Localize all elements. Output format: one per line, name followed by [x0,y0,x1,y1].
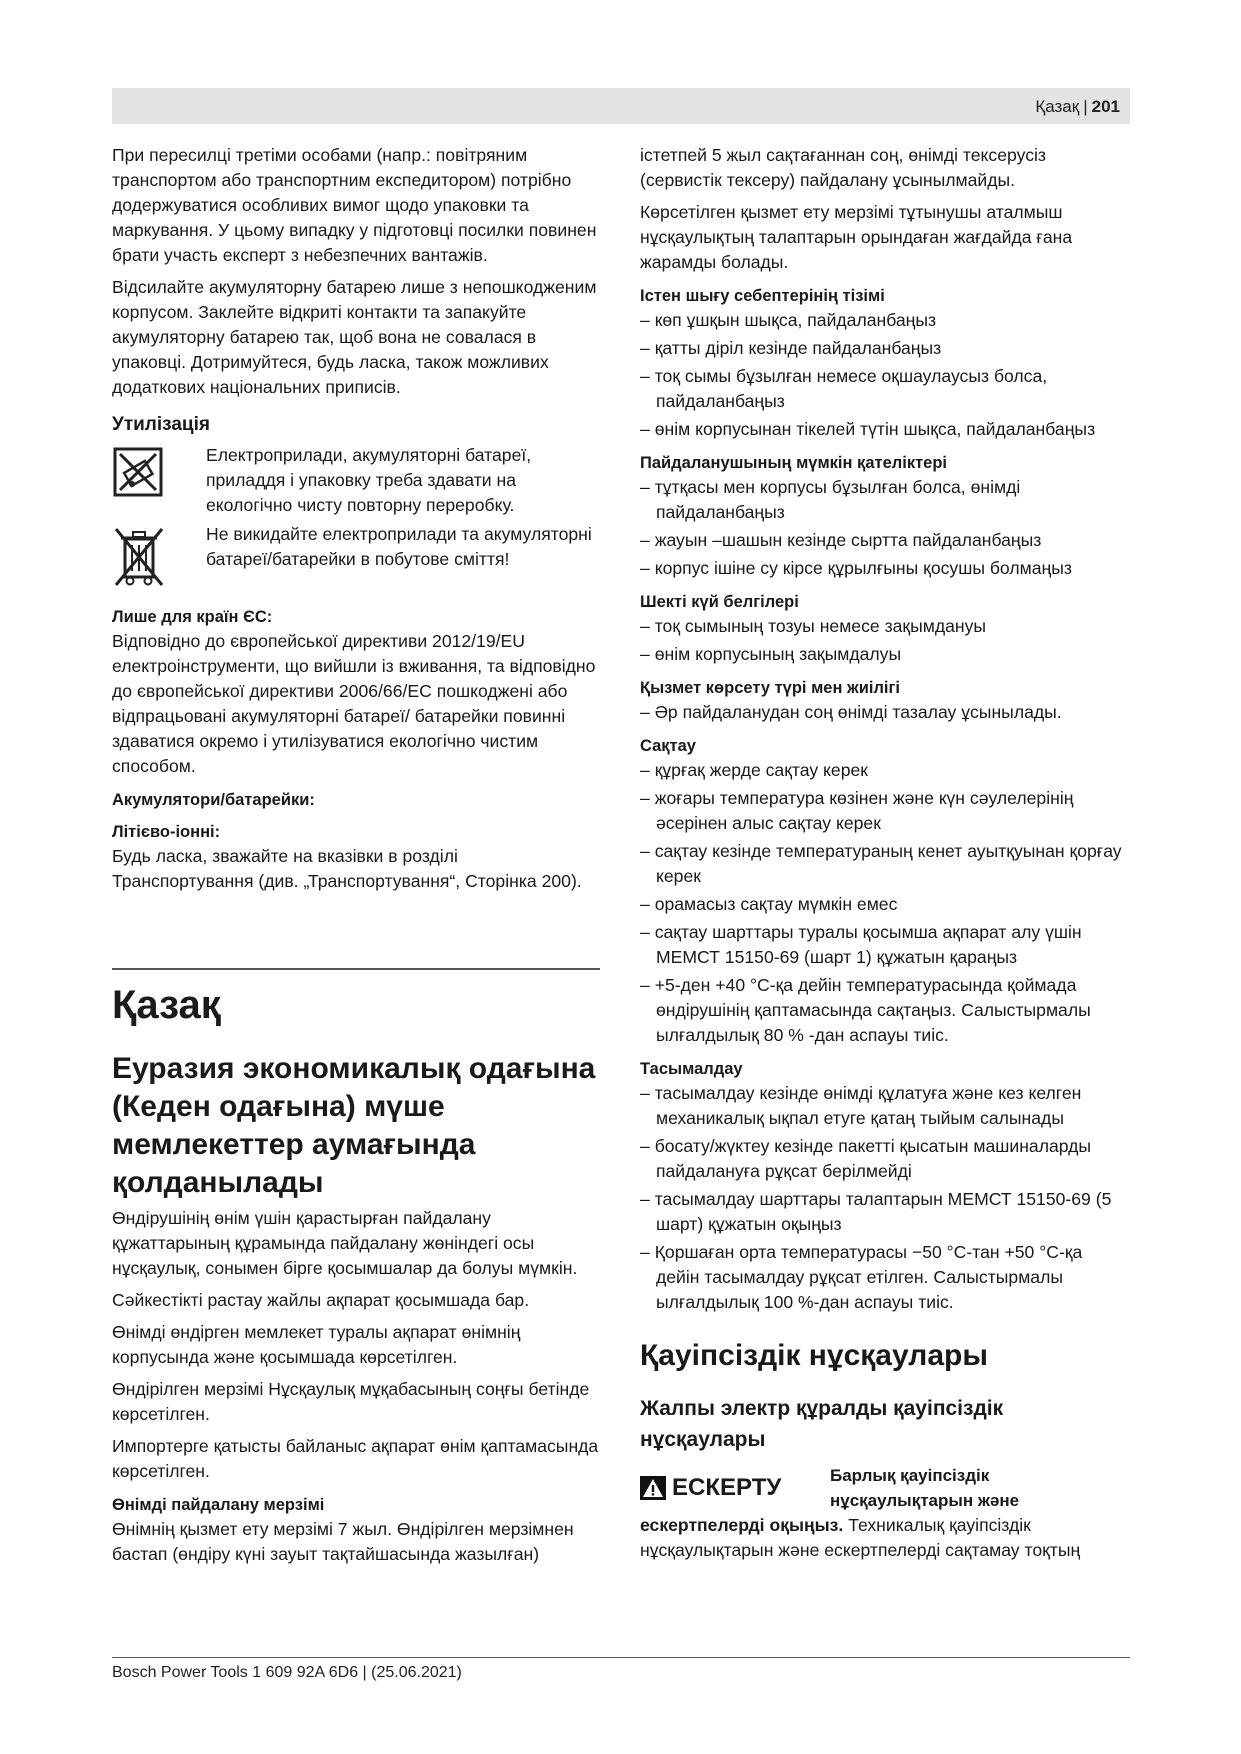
errors-list [640,475,1130,581]
warning-bold: ескертпелерді оқыңыз. [640,1515,844,1535]
list-item: – сақтау шарттары туралы қосымша ақпарат алу үшін МЕМСТ 15150-69 (шарт 1) құжатын қараңыз [640,920,1130,970]
header-bar [112,88,1130,124]
paragraph: Відсилайте акумуляторну батарею лише з непошкодженим корпусом. Заклейте відкриті контакти та запакуйте акумуляторну батарею так, щоб вона не совалася в упаковці. Дотримуйтеся, будь ласка, також можливих додаткових національних приписів. [112,277,597,397]
paragraph: Өндірілген мерзімі Нұсқаулық мұқабасының соңғы бетінде көрсетілген. [112,1379,590,1424]
paragraph: істетпей 5 жыл сақтағаннан соң, өнімді тексерусіз (сервистік тексеру) пайдалану ұсынылмайды. [640,145,1046,190]
section-divider [112,968,600,970]
list-item: – өнім корпусынан тікелей түтін шықса, пайдаланбаңыз [640,417,1130,442]
list-item: – көп ұшқын шықса, пайдаланбаңыз [640,308,1130,333]
list-item: – босату/жүктеу кезінде пакетті қысатын машиналарды пайдалануға рұқсат берілмейді [640,1134,1130,1184]
disposal-heading: Утилізація [112,414,210,435]
list-item: – қатты діріл кезінде пайдаланбаңыз [640,336,1130,361]
warning-title: Барлық қауіпсіздік нұсқаулықтарын және [830,1466,1020,1510]
list-item: – Әр пайдаланудан соң өнімді тазалау ұсынылады. [640,700,1130,725]
lifetime-heading: Өнімді пайдалану мерзімі [112,1496,325,1514]
service-heading: Қызмет көрсету түрі мен жиілігі [640,679,900,697]
disposal-row-2 [112,522,600,596]
list-item: – тұтқасы мен корпусы бұзылған болса, өнімді пайдаланбаңыз [640,475,1130,525]
list-item: – тасымалдау шарттары талаптарын МЕМСТ 15150-69 (5 шарт) құжатын оқыңыз [640,1187,1130,1237]
storage-list [640,758,1130,1048]
transport-list [640,1081,1130,1315]
paragraph: Өнімнің қызмет ету мерзімі 7 жыл. Өндірілген мерзімнен бастап (өндіру күні зауыт тақтайшасында жазылған) [112,1519,574,1564]
liion-heading: Літієво-іонні: [112,823,221,841]
list-item: – орамасыз сақтау мүмкін емес [640,892,1130,917]
footer-divider [112,1657,1130,1658]
paragraph: Өндірушінің өнім үшін қарастырған пайдалану құжаттарының құрамында пайдалану жөніндегі осы нұсқаулық, сонымен бірге қосымшалар да болуы мүмкін. [112,1208,578,1278]
warning-body: Техникалық қауіпсіздік нұсқаулықтарын және ескертпелерді сақтамау тоқтың [640,1515,1081,1560]
list-item: – өнім корпусының зақымдалуы [640,642,1130,667]
list-item: – тоқ сымы бұзылған немесе оқшаулаусыз болса, пайдаланбаңыз [640,364,1130,414]
page-number: 201 [1091,97,1120,116]
language-heading: Қазақ [112,983,221,1027]
safety-heading: Қауіпсіздік нұсқаулары [640,1339,988,1372]
transport-heading: Тасымалдау [640,1060,743,1078]
list-item: – корпус ішіне су кірсе құрылғыны қосушы болмаңыз [640,556,1130,581]
paragraph: Будь ласка, зважайте на вказівки в розділі Транспортування (див. „Транспортування“, Сторінка 200). [112,846,582,891]
paragraph: Өнімді өндірген мемлекет туралы ақпарат өнімнің корпусында және қосымшада көрсетілген. [112,1322,521,1367]
list-item: – Қоршаған орта температурасы −50 °C-тан +50 °C-қа дейін тасымалдау рұқсат етілген. Салыстырмалы ылғалдылық 100 %-дан аспауы тиіс. [640,1240,1130,1315]
limit-list [640,614,1130,667]
footer-text: Bosch Power Tools 1 609 92A 6D6 | (25.06.2021) [112,1664,462,1681]
paragraph: При пересилці третіми особами (напр.: повітряним транспортом або транспортним експедитором) потрібно додержуватися особливих вимог щодо упаковки та маркування. У цьому випадку у підготовці посилки повинен брати участь експерт з небезпечних вантажів. [112,145,597,265]
batteries-heading: Акумулятори/батарейки: [112,791,315,809]
paragraph: Импортерге қатысты байланыс ақпарат өнім қаптамасында көрсетілген. [112,1436,599,1481]
paragraph: Не викидайте електроприлади та акумуляторні батареї/батарейки в побутове сміття! [206,524,592,569]
list-item: – жоғары температура көзінен және күн сәулелерінің әсерінен алыс сақтау керек [640,786,1130,836]
paragraph: Електроприлади, акумуляторні батареї, приладдя і упаковку треба здавати на екологічно чисту повторну переробку. [206,445,532,515]
failure-heading: Істен шығу себептерінің тізімі [640,287,885,305]
list-item: – тоқ сымының тозуы немесе зақымдануы [640,614,1130,639]
running-header: Қазақ | 201 [1035,97,1120,116]
list-item: – құрғақ жерде сақтау керек [640,758,1130,783]
general-safety-heading: Жалпы электр құралды қауіпсіздік нұсқаулары [640,1397,1004,1451]
warning-icon [640,1476,666,1500]
right-column [640,143,1130,1563]
storage-heading: Сақтау [640,737,696,755]
warning-block [640,1463,1130,1513]
warning-label-text: ЕСКЕРТУ [672,1474,782,1501]
warning-text [640,1513,1130,1563]
warning-label [640,1463,830,1513]
paragraph: Көрсетілген қызмет ету мерзімі тұтынушы аталмыш нұсқаулықтың талаптарын орындаған жағдайда ғана жарамды болады. [640,202,1073,272]
recycling-icon [112,443,206,505]
list-item: – жауын –шашын кезінде сыртта пайдаланбаңыз [640,528,1130,553]
list-item: – тасымалдау кезінде өнімді құлатуға және кез келген механикалық ықпал етуге қатаң тыйым салынады [640,1081,1130,1131]
eaeu-heading: Еуразия экономикалық одағына (Кеден одағына) мүше мемлекеттер аумағында қолданылады [112,1052,596,1199]
disposal-row-1 [112,443,600,518]
crossed-bin-icon [112,522,206,596]
left-column [112,143,600,1574]
limit-heading: Шекті күй белгілері [640,593,799,611]
eu-heading: Лише для країн ЄС: [112,608,273,626]
service-list [640,700,1130,725]
paragraph: Сәйкестікті растау жайлы ақпарат қосымшада бар. [112,1290,530,1310]
failure-list [640,308,1130,442]
list-item: – сақтау кезінде температураның кенет ауытқуынан қорғау керек [640,839,1130,889]
errors-heading: Пайдаланушының мүмкін қателіктері [640,454,947,472]
list-item: – +5-ден +40 °C-қа дейін температурасында қоймада өндірушінің қаптамасында сақтаңыз. Салыстырмалы ылғалдылық 80 % -дан аспауы тиіс. [640,973,1130,1048]
paragraph: Відповідно до європейської директиви 2012/19/EU електроінструменти, що вийшли із вживання, та відповідно до європейської директиви 2006/66/EC пошкоджені або відпрацьовані акумуляторні батареї/ батарейки повинні здаватися окремо і утилізуватися екологічно чистим способом. [112,631,596,776]
header-section: Қазақ [1035,97,1080,116]
